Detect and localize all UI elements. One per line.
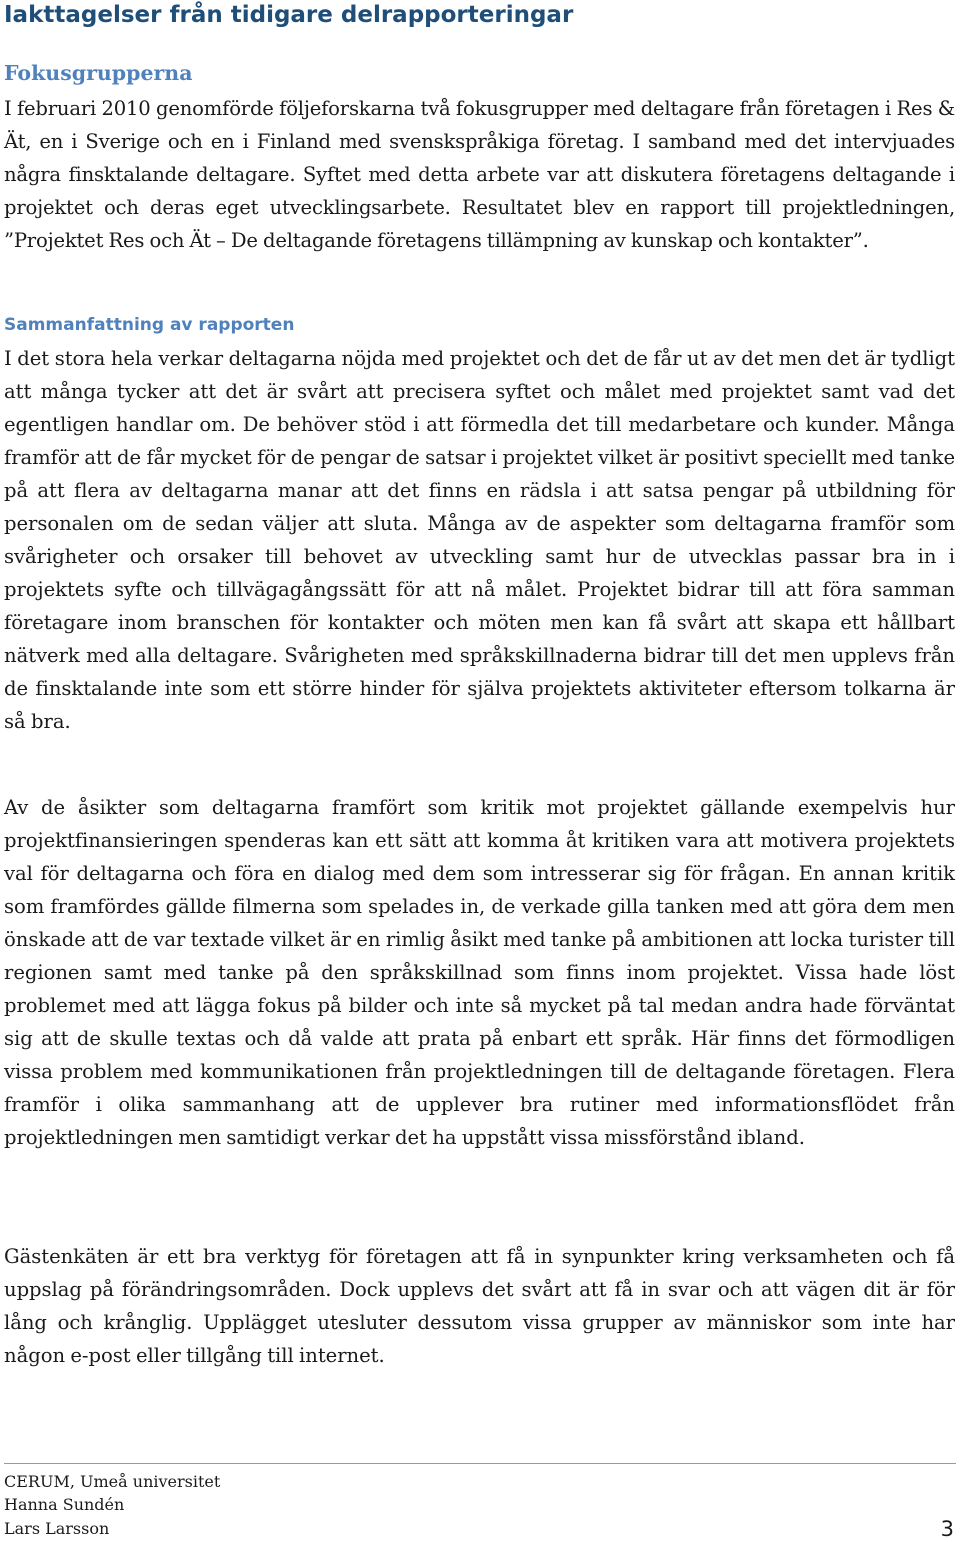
footer-divider	[4, 1463, 956, 1464]
paragraph-fokusgrupperna: I februari 2010 genomförde följeforskarna två fokusgrupper med deltagare från företagen i Res & Ät, en i Sverige och en i Finland med svenskspråkiga företag. I samband med det intervjuades några finsktalande deltagare. Syftet med detta arbete var att diskutera företagens deltagande i projektet och deras eget utvecklingsarbete. Resultatet blev en rapport till projektledningen, ”Projektet Res och Ät – De deltagande företagens tillämpning av kunskap och kontakter”.	[4, 97, 955, 252]
paragraph-sammanfattning-1: I det stora hela verkar deltagarna nöjda med projektet och det de får ut av det men det är tydligt att många tycker att det är svårt att precisera syftet och målet med projektet samt vad det egentligen handlar om. De behöver stöd i att förmedla det till medarbetare och kunder. Många framför att de får mycket för de pengar de satsar i projektet vilket är positivt speciellt med tanke på att flera av deltagarna manar att det finns en rädsla i att satsa pengar på utbildning för personalen om de sedan väljer att sluta. Många av de aspekter som deltagarna framför som svårigheter och orsaker till behovet av utveckling samt hur de utvecklas passar bra in i projektets syfte och tillvägagångssätt för att nå målet. Projektet bidrar till att föra samman företagare inom branschen för kontakter och möten men kan få svårt att skapa ett hållbart nätverk med alla deltagare. Svårigheten med språkskillnaderna bidrar till det men upplevs från de finsktalande inte som ett större hinder för själva projektets aktiviteter eftersom tolkarna är så bra.	[4, 347, 955, 733]
footer-author-lars: Lars Larsson	[4, 1519, 110, 1538]
paragraph-sammanfattning-2: Av de åsikter som deltagarna framfört som kritik mot projektet gällande exempelvis hur projektfinansieringen spenderas kan ett sätt att komma åt kritiken vara att motivera projektets val för deltagarna och föra en dialog med dem som intresserar sig för frågan. En annan kritik som framfördes gällde filmerna som spelades in, de verkade gilla tanken med att göra dem men önskade att de var textade vilket är en rimlig åsikt med tanke på ambitionen att locka turister till regionen samt med tanke på den språkskillnad som finns inom projektet. Vissa hade löst problemet med att lägga fokus på bilder och inte så mycket på tal medan andra hade förväntat sig att de skulle textas och då valde att prata på enbart ett språk. Här finns det förmodligen vissa problem med kommunikationen från projektledningen till de deltagande företagen. Flera framför i olika sammanhang att de upplever bra rutiner med informationsflödet från projektledningen men samtidigt verkar det ha uppstått vissa missförstånd ibland.	[4, 796, 955, 1149]
page-number: 3	[940, 1517, 954, 1541]
footer-author-hanna: Hanna Sundén	[4, 1495, 125, 1514]
footer-organization: CERUM, Umeå universitet	[4, 1472, 221, 1491]
paragraph-sammanfattning-3: Gästenkäten är ett bra verktyg för företagen att få in synpunkter kring verksamheten och få uppslag på förändringsområden. Dock upplevs det svårt att få in svar och att vägen dit är för lång och krånglig. Upplägget utesluter dessutom vissa grupper av människor som inte har någon e-post eller tillgång till internet.	[4, 1245, 955, 1367]
section-heading-fokusgrupperna: Fokusgrupperna	[4, 61, 193, 85]
page-title: Iakttagelser från tidigare delrapporteringar	[4, 2, 574, 28]
section-heading-sammanfattning: Sammanfattning av rapporten	[4, 315, 295, 335]
